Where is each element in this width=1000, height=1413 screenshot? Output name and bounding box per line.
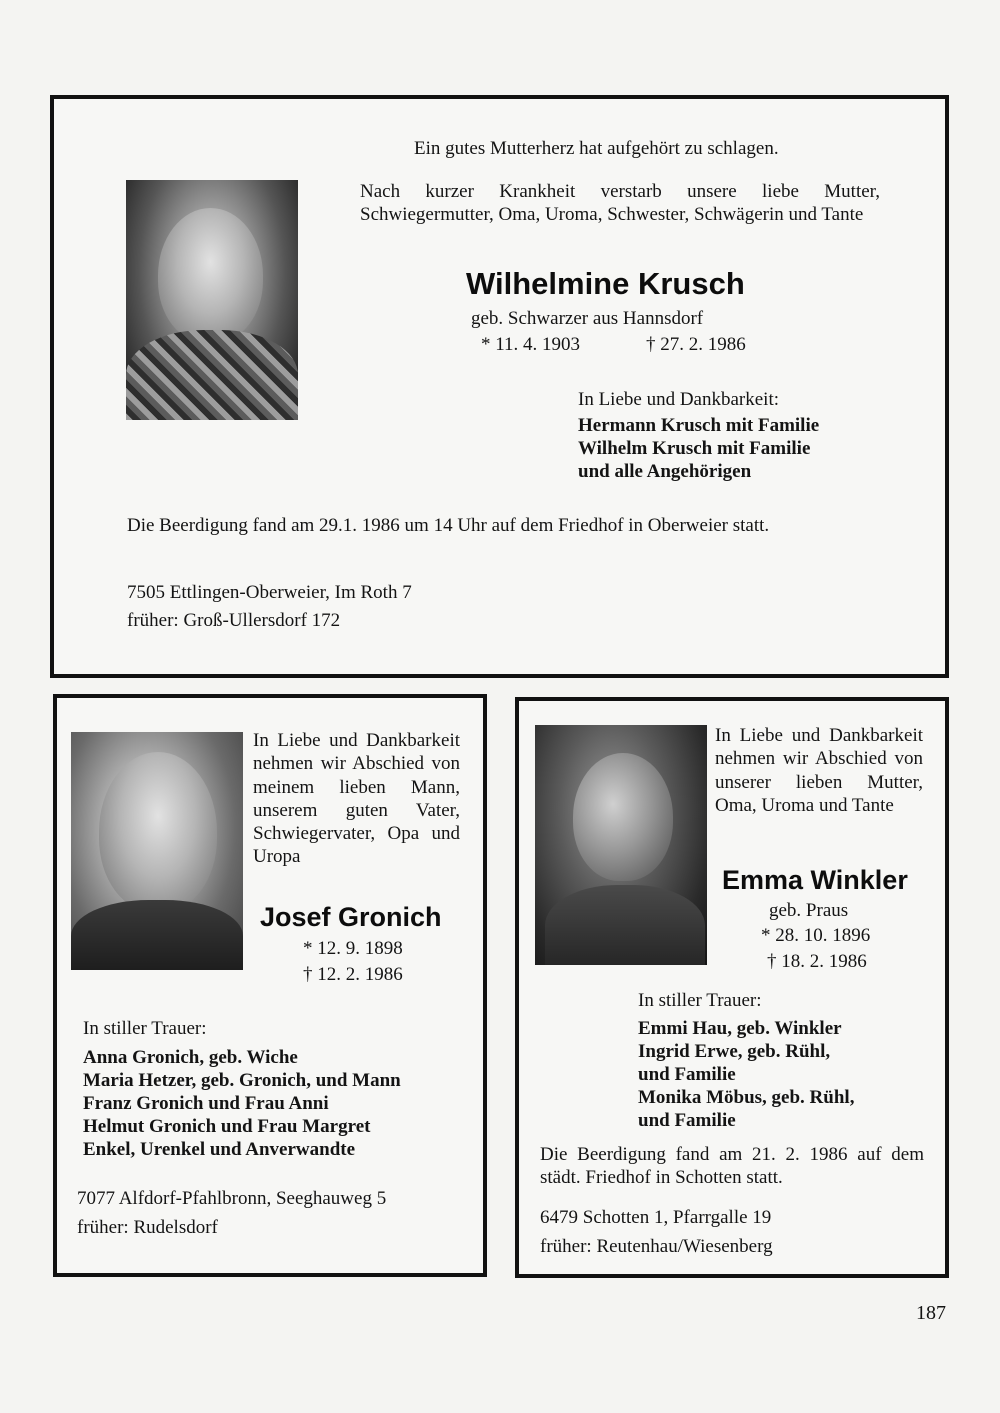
portrait-photo [126,180,298,420]
headline: Ein gutes Mutterherz hat aufgehört zu schlagen. [414,138,779,159]
mourner-line: Monika Möbus, geb. Rühl, [638,1087,855,1108]
mourner-line: Maria Hetzer, geb. Gronich, und Mann [83,1070,401,1091]
mourner-line: Emmi Hau, geb. Winkler [638,1018,842,1039]
portrait-photo [71,732,243,970]
mourner-line: Anna Gronich, geb. Wiche [83,1047,298,1068]
portrait-photo [535,725,707,965]
mourner-line: und Familie [638,1064,736,1085]
funeral-info: Die Beerdigung fand am 21. 2. 1986 auf dem städt. Friedhof in Schotten statt. [540,1144,924,1189]
address: 7505 Ettlingen-Oberweier, Im Roth 7 [127,582,412,603]
birth-name: geb. Praus [769,900,849,921]
intro-text: In Liebe und Dankbarkeit nehmen wir Abschied von meinem lieben Mann, unserem guten Vater, Schwiegervater, Opa und Uropa [253,730,460,868]
mourner-line: Wilhelm Krusch mit Familie [578,438,811,459]
former-address: früher: Reutenhau/Wiesenberg [540,1236,773,1257]
deceased-name: Wilhelmine Krusch [466,266,745,301]
birth-date: * 12. 9. 1898 [303,938,403,959]
intro-text: In Liebe und Dankbarkeit nehmen wir Abschied von unserer lieben Mutter, Oma, Uroma und Tante [715,725,923,816]
death-date: † 27. 2. 1986 [646,334,746,355]
death-date: † 12. 2. 1986 [303,964,403,985]
obituary-emma-winkler [515,697,949,1278]
obituary-wilhelmine-krusch [50,95,949,678]
former-address: früher: Groß-Ullersdorf 172 [127,610,341,631]
mourner-line: Hermann Krusch mit Familie [578,415,820,436]
mourner-line: Franz Gronich und Frau Anni [83,1093,329,1114]
death-date: † 18. 2. 1986 [767,951,867,972]
birth-date: * 11. 4. 1903 [481,334,581,355]
intro-text: Nach kurzer Krankheit verstarb unsere liebe Mutter, Schwiegermutter, Oma, Uroma, Schwester, Schwägerin und Tante [360,181,880,226]
mourner-line: und alle Angehörigen [578,461,752,482]
mourner-line: Enkel, Urenkel und Anverwandte [83,1139,356,1160]
obituary-josef-gronich [53,694,487,1277]
mourner-line: und Familie [638,1110,736,1131]
funeral-info: Die Beerdigung fand am 29.1. 1986 um 14 Uhr auf dem Friedhof in Oberweier statt. [127,515,770,536]
mourning-line: In stiller Trauer: [638,990,762,1011]
page-number: 187 [916,1302,946,1324]
birth-name: geb. Schwarzer aus Hannsdorf [471,308,704,329]
deceased-name: Josef Gronich [260,902,442,932]
mourning-line: In stiller Trauer: [83,1018,207,1039]
deceased-name: Emma Winkler [722,865,908,895]
mourner-line: Ingrid Erwe, geb. Rühl, [638,1041,831,1062]
former-address: früher: Rudelsdorf [77,1217,218,1238]
gratitude-line: In Liebe und Dankbarkeit: [578,389,780,410]
mourner-line: Helmut Gronich und Frau Margret [83,1116,371,1137]
birth-date: * 28. 10. 1896 [761,925,871,946]
address: 6479 Schotten 1, Pfarrgalle 19 [540,1207,772,1228]
address: 7077 Alfdorf-Pfahlbronn, Seeghauweg 5 [77,1188,387,1209]
